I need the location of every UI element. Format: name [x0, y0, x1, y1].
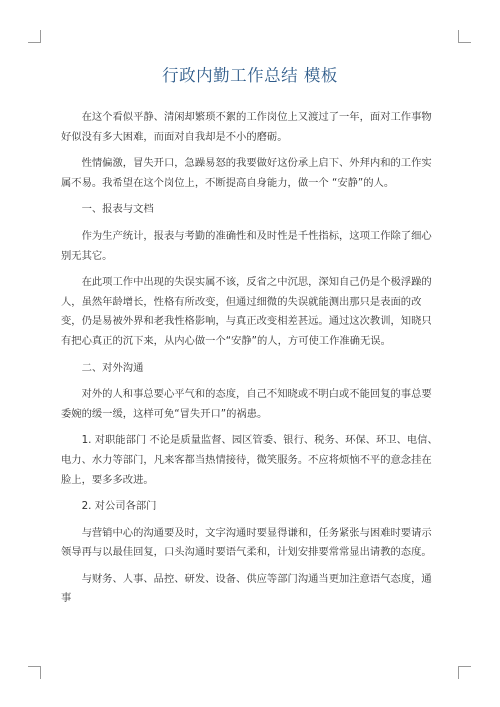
document-body [61, 108, 441, 609]
document-title: 行政内勤工作总结 模板 [162, 66, 338, 85]
crop-mark-bottom-right [458, 666, 471, 679]
crop-mark-bottom-left [28, 666, 41, 679]
paragraph-functional-departments: 1. 对职能部门 不论是质量监督、园区管委、银行、税务、环保、环卫、电信、电力、水力等部门，凡来客都当热情接待，微笑服务。不应将烦恼不平的意念挂在脸上，要多多改进。 [61, 434, 438, 486]
paragraph-aspiration: 性情偏激，冒失开口，急躁易怒的我要做好这份承上启下、外拜内和的工作实属不易。我希望在这个岗位上，不断提高自身能力，做一个 “安静”的人。 [61, 157, 432, 189]
section-heading-external-communication: 二、对外沟通 [81, 361, 144, 374]
subheading-company-departments: 2. 对公司各部门 [81, 500, 157, 513]
crop-mark-top-left [28, 30, 41, 43]
paragraph-reports-reflection: 在此项工作中出现的失误实属不该，反省之中沉思，深知自己仍是个极浮躁的人，虽然年龄增长，性格有所改变，但通过细微的失误就能测出那只是表面的改变，仍是易被外界和老我性格影响，与真正改变相差甚远。通过这次教训，知晓只有把心真正的沉下来，从内心做一个“安静”的人，方可使工作准确无误。 [61, 276, 432, 347]
paragraph-intro: 在这个看似平静、清闲却繁琐不絮的工作岗位上又渡过了一年，面对工作事物好似没有多大困难，而面对自我却是不小的磨砺。 [61, 111, 432, 143]
section-heading-reports: 一、报表与文档 [81, 203, 154, 216]
paragraph-external-attitude: 对外的人和事总要心平气和的态度，自己不知晓或不明白或不能回复的事总要委婉的缓一缓，这样可免“冒失开口”的祸患。 [61, 388, 432, 420]
paragraph-reports-accuracy: 作为生产统计，报表与考勤的准确性和及时性是千性指标，这项工作除了细心别无其它。 [61, 229, 432, 262]
paragraph-other-departments: 与财务、人事、品控、研发、设备、供应等部门沟通当更加注意语气态度，通事 [61, 572, 432, 605]
crop-mark-top-right [458, 30, 471, 43]
paragraph-marketing-center: 与营销中心的沟通要及时，文字沟通时要显得谦和，任务紧张与困难时要请示领导再与以最佳回复，口头沟通时要语气柔和，计划安排要常常显出请教的态度。 [61, 526, 432, 559]
